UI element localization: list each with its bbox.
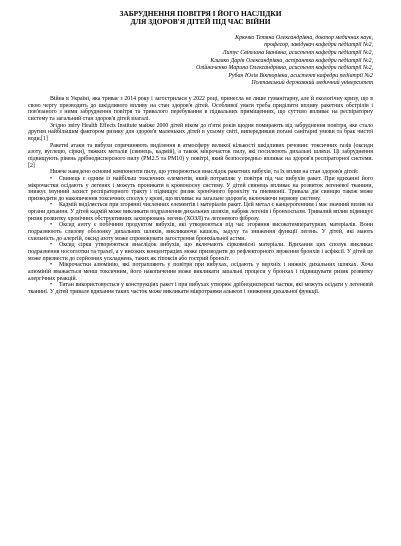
author-line: Литус Світлана Іванівна, асистент кафедри педіатрії №2, bbox=[222, 50, 373, 56]
author-block bbox=[28, 35, 373, 88]
author-line: професор, завідувач кафедри педіатрії №2, bbox=[264, 42, 373, 49]
list-item-text: Оксид азоту є побічним продуктом вибухів, які утворюються під час згоряння високотемпературних матеріалів. Вони подразнюють слизову оболонку дихальних шляхів, викликаючи кашель, задуху та зниження функції легень. У дітей, які мають схильність до алергій, оксид азоту може спровокувати загострення бронхіальної астми. bbox=[28, 222, 373, 242]
author-line: Рубан Юлія Вікторівна, асистент кафедри педіатрії №2 bbox=[228, 72, 373, 79]
bullet-icon: • bbox=[50, 282, 53, 289]
bullet-icon: • bbox=[50, 262, 53, 269]
list-item bbox=[28, 176, 373, 203]
list-item bbox=[28, 242, 373, 262]
paragraph: Згідно звіту Health Effects Institute майже 2000 дітей віком до п'яти років щодня помирають від забруднення повітря, яке стало другим найбільшим фактором ризику для здоров'я маленьких дітей в усьому світі, випередивши погані санітарні умови та брак чистої води.[1] bbox=[28, 122, 373, 142]
paragraph: Війна в Україні, яка триває з 2014 року і загострилася у 2022 році, принесла не лише гуманітарну, але й екологічну кризу, що в свою чергу призводить до шкідливого впливу на стан здоров'я дітей. Особливої уваги треба приділити впливу ракетних обстрілів і пов'язаного з ними забруднення повітря та тривалого перебування в підвальних приміщеннях, що суттєво впливає на респіраторну систему та загальний стан здоров'я дітей взагалі. bbox=[28, 95, 373, 122]
paragraph: Нижче наведено основні компоненти пилу, що утворюються внаслідок ракетних вибухів, та їх вплив на стан здоров'я дітей: bbox=[50, 169, 359, 176]
list-item bbox=[28, 262, 373, 282]
list-item-text: Титан використовується у конструкціях ракет і при вибухах утворює дрібнодисперсні частки, які можуть осідати у легеневій тканині. У дітей тривале вдихання таких часток може викликати мікротравми альвеол і зниження дихальної функції. bbox=[28, 282, 373, 295]
affiliation: Полтавський державний медичний університет bbox=[251, 80, 373, 87]
list-item-text: Мікрочастки алюмінію, які потрапляють у повітря при вибухах, осідають у верхніх і нижніх дихальних шляхах. Хоча алюміній вважається менш токсичним, його накопичення може викликати запальні процеси у бронхах і підвищувати ризик розвитку алергічних реакцій. bbox=[28, 262, 373, 282]
bullet-icon: • bbox=[50, 222, 53, 229]
author-line: Олійниченко Марина Олександрівна, асистент кафедри педіатрії №2, bbox=[195, 65, 373, 72]
document-page bbox=[28, 10, 373, 296]
author-line: Климко Дарія Олександрівна, аспірантка кафедри педіатрії №2, bbox=[210, 57, 373, 64]
bullet-icon: • bbox=[50, 202, 53, 209]
title-line: ДЛЯ ЗДОРОВ'Я ДІТЕЙ ПІД ЧАС ВІЙНИ bbox=[130, 17, 271, 27]
paragraph: Ракетні атаки та вибухи спричиняють виділення в атмосферу великої кількості шкідливих речовин: токсичних газів (оксиди азоту, вуглецю, сірки), тяжких металів (свинець, кадмій), а також мікрочасток пилу, які посилюють дихальні шляхи. Ці забруднення підвищують рівень дрібнодисперсного пилу (PM2.5 та PM10) у повітрі, який безпосередньо впливає на здоров'я респіраторної системи. [2] bbox=[28, 142, 373, 169]
list-item bbox=[28, 202, 373, 222]
list-item-text: Кадмій виділяється при згорянні численних елементів і матеріалів ракет. Цей метал є канцерогенним і має значний вплив на органи дихання. У дітей кадмій може викликати подразнення дихальних шляхів, набряк легенів і бронхоспазм. Тривалий вплив підвищує ризик розвитку хронічних обструктивних захворювань легень (ХОЗЛ) та легеневого фіброзу. bbox=[28, 202, 373, 222]
list-item bbox=[28, 282, 373, 295]
author-line: Крючко Тетяна Олександрівна, доктор медичних наук, bbox=[235, 34, 373, 41]
title-line: ЗАБРУДНЕННЯ ПОВІТРЯ І ЙОГО НАСЛІДКИ bbox=[119, 9, 282, 18]
bullet-icon: • bbox=[50, 175, 53, 182]
list-item-text: Свинець є одним із найбільш токсичних елементів, який потрапляє у повітря під час вибухів ракет. При вдиханні його мікрочастки осідають у легенях і можуть проникати в кровоносну систему. У дітей свинець впливає на розвиток легеневої тканини, знижує імунний захист респіраторного тракту і підвищує ризик хронічного бронхіту та пневмонії. Тривала дія свинцю також може призводити до накопичення токсичних сполук у крові, що впливає на загальне здоров'я, включаючи нервову систему. bbox=[28, 175, 373, 202]
list-item bbox=[28, 222, 373, 242]
list-item-text: Оксид сірки утворюються внаслідок вибухів, що включають сірковмісні матеріали. Вдихання цих сполук викликає подразнення носоглотки та трахеї, а у високих концентраціях може призводити до рефлекторного звуження бронхів і асфіксії. У дітей це може призвести до серйозних ускладнень, таких як гіпоксія або гострий бронхіт. bbox=[28, 242, 373, 262]
bullet-icon: • bbox=[50, 242, 53, 249]
article-body bbox=[28, 96, 373, 296]
article-title bbox=[28, 10, 373, 27]
